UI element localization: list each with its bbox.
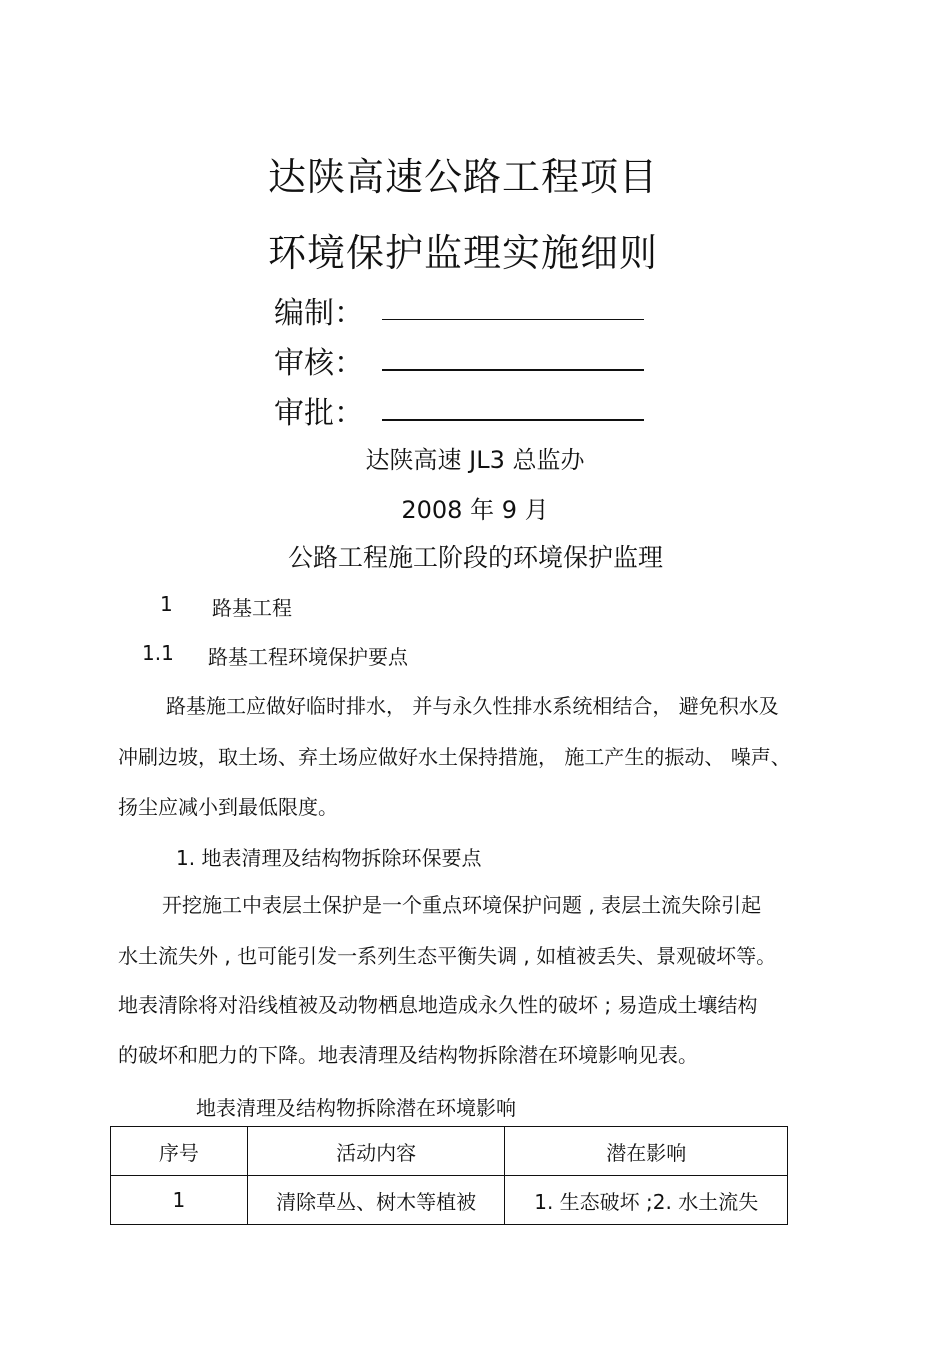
header-cell-impact: 潜在影响	[505, 1127, 788, 1176]
paragraph-2-line-3: 地表清除将对沿线植被及动物栖息地造成永久性的破坏 ; 易造成土壤结构	[118, 993, 758, 1017]
subheading-1: 1. 地表清理及结构物拆除环保要点	[176, 846, 482, 870]
document-title-line-1: 达陕高速公路工程项目	[268, 155, 659, 199]
table-row	[111, 1176, 788, 1225]
header-cell-activity: 活动内容	[247, 1127, 505, 1176]
heading-1-text: 路基工程	[212, 596, 292, 620]
issuer: 达陕高速 JL3 总监办	[365, 446, 585, 474]
paragraph-2-line-1: 开挖施工中表层土保护是一个重点环境保护问题 , 表层土流失除引起	[162, 893, 762, 917]
approve-label: 审批：	[274, 396, 364, 431]
table-header-row	[111, 1127, 788, 1176]
review-label: 审核：	[274, 346, 364, 381]
cell-impact: 1. 生态破坏 ;2. 水土流失	[505, 1176, 788, 1225]
paragraph-2-line-4: 的破坏和肥力的下降。地表清理及结构物拆除潜在环境影响见表。	[118, 1043, 698, 1067]
heading-2-number: 1.1	[142, 641, 174, 665]
table-caption: 地表清理及结构物拆除潜在环境影响	[196, 1096, 516, 1120]
heading-1-number: 1	[160, 592, 173, 616]
header-cell-index: 序号	[111, 1127, 248, 1176]
paragraph-1-line-2: 冲刷边坡，取土场、弃土场应做好水土保持措施， 施工产生的振动、 噪声、	[118, 745, 791, 769]
review-signature-line	[382, 369, 644, 371]
cell-index: 1	[111, 1176, 248, 1225]
paragraph-1-line-1: 路基施工应做好临时排水， 并与永久性排水系统相结合， 避免积水及	[166, 694, 779, 718]
issue-date: 2008 年 9 月	[401, 496, 549, 524]
paragraph-1-line-3: 扬尘应减小到最低限度。	[118, 795, 338, 819]
paragraph-2-line-2: 水土流失外 , 也可能引发一系列生态平衡失调 , 如植被丢失、景观破坏等。	[118, 944, 777, 968]
document-title-line-2: 环境保护监理实施细则	[268, 231, 659, 275]
cell-activity: 清除草丛、树木等植被	[247, 1176, 505, 1225]
compile-signature-line	[382, 319, 644, 320]
environmental-impact-table	[110, 1126, 788, 1225]
section-title: 公路工程施工阶段的环境保护监理	[288, 543, 664, 572]
approve-signature-line	[382, 419, 644, 421]
compile-label: 编制：	[274, 296, 364, 331]
heading-2-text: 路基工程环境保护要点	[208, 645, 408, 669]
